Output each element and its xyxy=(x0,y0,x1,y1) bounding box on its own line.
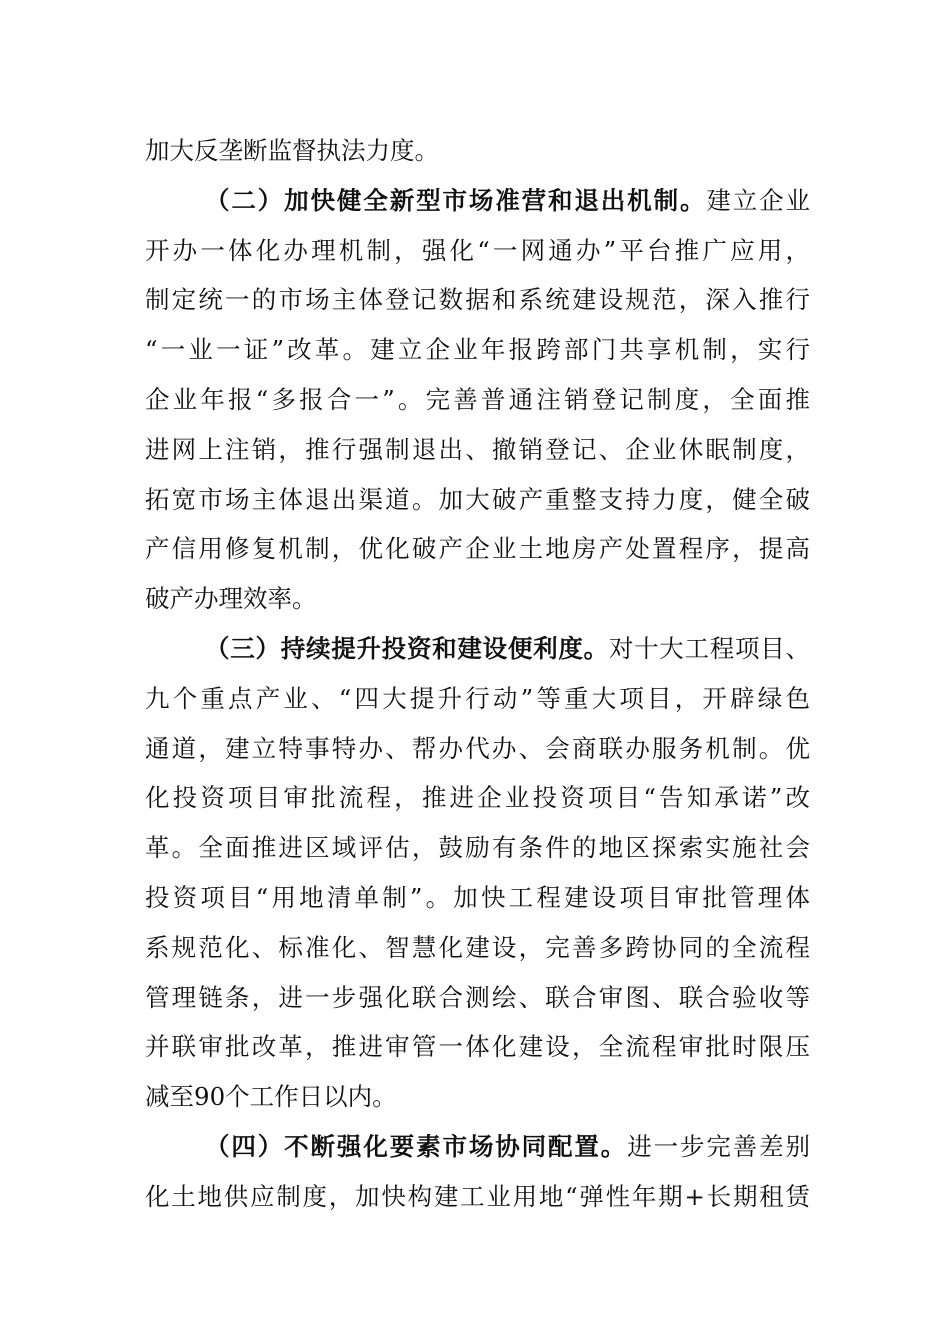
paragraph-line xyxy=(145,624,810,674)
paragraph-line: 投资项目“用地清单制”。加快工程建设项目审批管理体 xyxy=(145,882,810,912)
paragraph-line xyxy=(145,176,810,226)
paragraph-line: 并联审批改革，推进审管一体化建设，全流程审批时限压 xyxy=(145,1032,810,1062)
paragraph-line: 企业年报“多报合一”。完善普通注销登记制度，全面推 xyxy=(145,384,810,414)
paragraph-line: 系规范化、标准化、智慧化建设，完善多跨协同的全流程 xyxy=(145,932,810,962)
section-heading-2: （二）加快健全新型市场准营和退出机制。 xyxy=(205,185,707,215)
paragraph-line: 制定统一的市场主体登记数据和系统建设规范，深入推行 xyxy=(145,285,810,315)
paragraph-line: 通道，建立特事特办、帮办代办、会商联办服务机制。优 xyxy=(145,733,810,763)
document-body xyxy=(145,126,810,1222)
paragraph-line: 化土地供应制度，加快构建工业用地“弹性年期+长期租赁 xyxy=(145,1181,810,1211)
section-heading-4: （四）不断强化要素市场协同配置。 xyxy=(205,1131,628,1161)
paragraph-line: 加大反垄断监督执法力度。 xyxy=(145,136,439,165)
paragraph-text: 对十大工程项目、 xyxy=(608,633,811,663)
paragraph-line: 开办一体化办理机制，强化“一网通办”平台推广应用， xyxy=(145,235,810,265)
paragraph-line: 产信用修复机制，优化破产企业土地房产处置程序，提高 xyxy=(145,534,810,564)
paragraph-line: 进网上注销，推行强制退出、撤销登记、企业休眠制度， xyxy=(145,434,810,464)
paragraph-line xyxy=(145,1122,810,1172)
section-heading-3: （三）持续提升投资和建设便利度。 xyxy=(205,633,609,663)
paragraph-line: 九个重点产业、“四大提升行动”等重大项目，开辟绿色 xyxy=(145,683,810,713)
paragraph-text: 进一步完善差别 xyxy=(627,1131,811,1161)
paragraph-line: 革。全面推进区域评估，鼓励有条件的地区探索实施社会 xyxy=(145,833,810,863)
paragraph-line: “一业一证”改革。建立企业年报跨部门共享机制，实行 xyxy=(145,335,810,365)
paragraph-line: 管理链条，进一步强化联合测绘、联合审图、联合验收等 xyxy=(145,982,810,1012)
paragraph-line: 减至90个工作日以内。 xyxy=(145,1082,397,1112)
paragraph-line: 破产办理效率。 xyxy=(145,584,317,614)
paragraph-line: 拓宽市场主体退出渠道。加大破产重整支持力度，健全破 xyxy=(145,484,810,514)
paragraph-text: 建立企业 xyxy=(706,185,811,215)
paragraph-line: 化投资项目审批流程，推进企业投资项目“告知承诺”改 xyxy=(145,783,810,813)
